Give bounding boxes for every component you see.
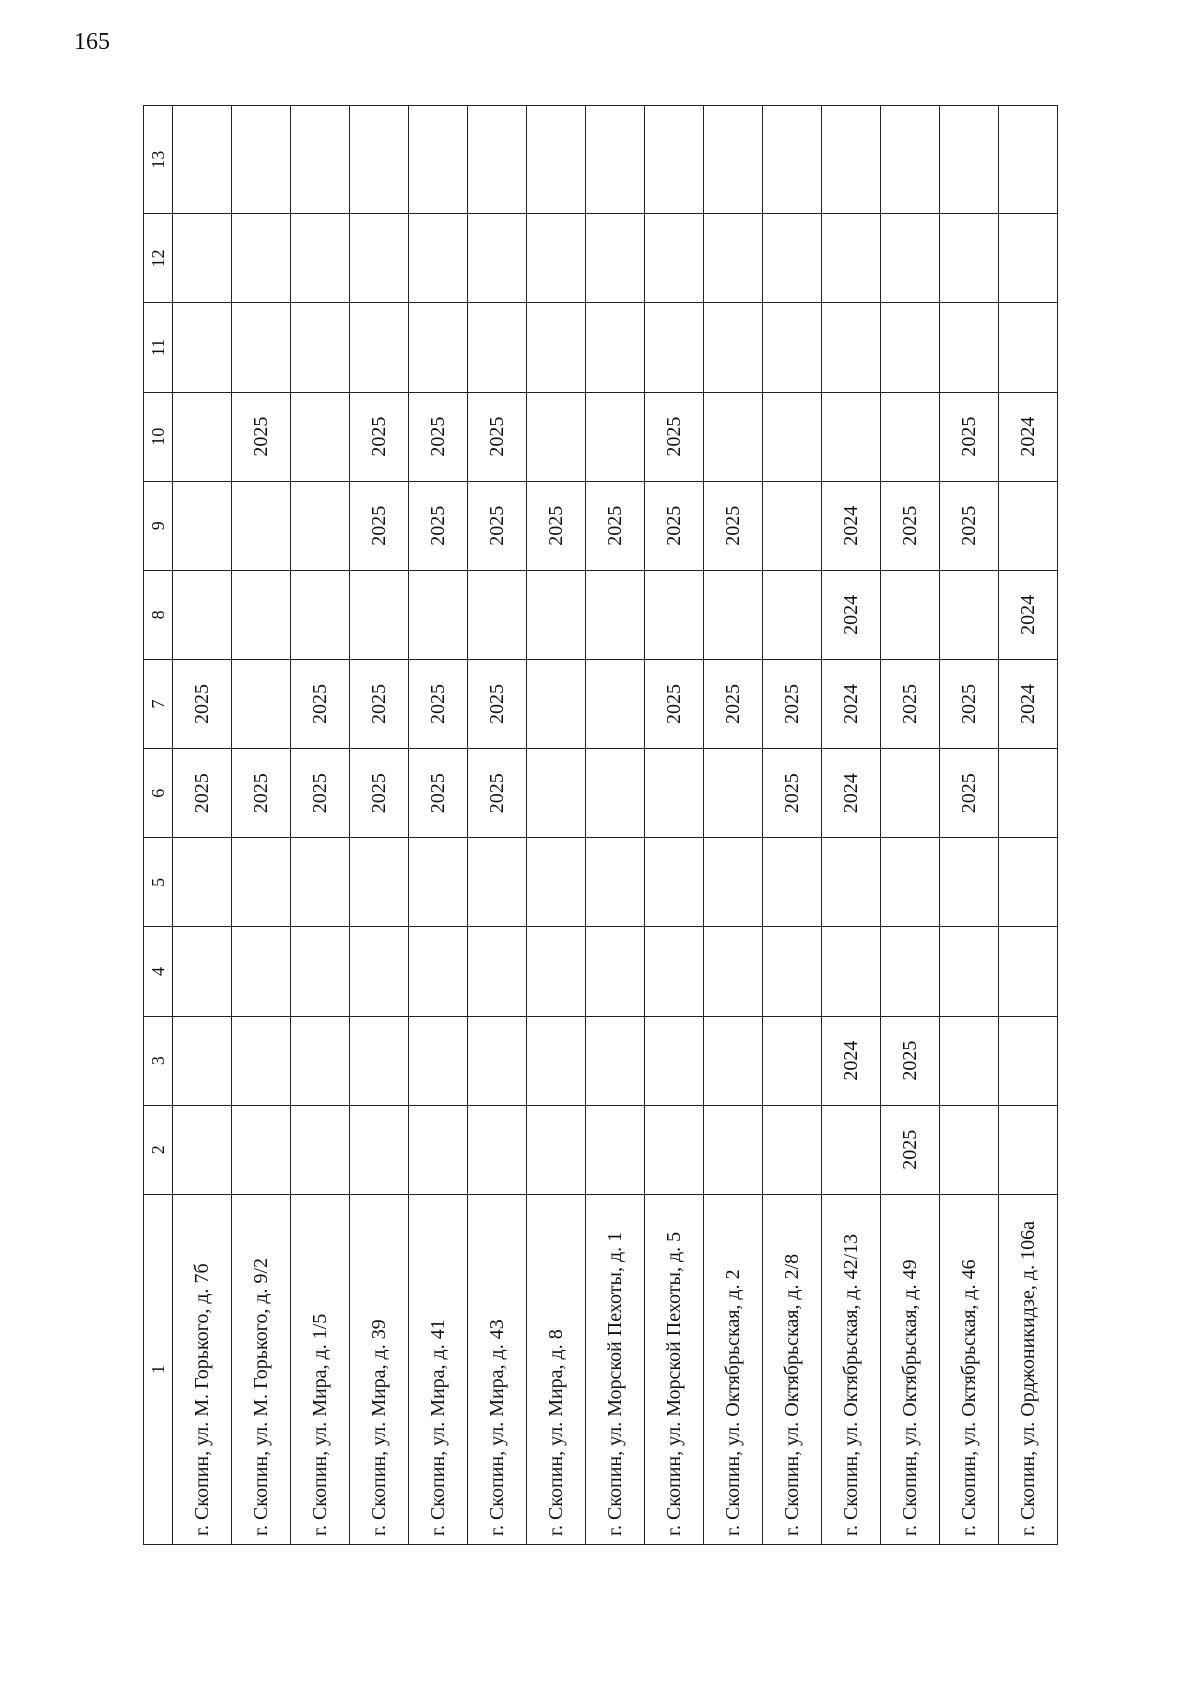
col-header: 7 [144,659,173,748]
year-cell [763,303,822,392]
year-cell [940,1016,999,1105]
year-cell [822,392,881,481]
year-cell [586,659,645,748]
year-cell [350,214,409,303]
year-cell [291,1105,350,1194]
year-cell [586,303,645,392]
year-cell: 2025 [468,749,527,838]
year-cell [822,303,881,392]
year-cell: 2025 [881,659,940,748]
year-cell: 2025 [350,481,409,570]
address-cell: г. Скопин, ул. Морской Пехоты, д. 5 [645,1194,704,1544]
year-cell [586,1016,645,1105]
year-cell: 2024 [999,570,1058,659]
year-cell [232,106,291,214]
year-cell [173,481,232,570]
year-cell [881,392,940,481]
table-row [999,106,1058,1545]
year-cell [763,481,822,570]
year-cell [409,303,468,392]
year-cell [468,106,527,214]
year-cell: 2025 [232,392,291,481]
year-cell [350,1016,409,1105]
year-cell [291,303,350,392]
year-cell [527,214,586,303]
table-row [822,106,881,1545]
year-cell: 2025 [881,481,940,570]
year-cell [173,106,232,214]
table-row [645,106,704,1545]
year-cell [232,927,291,1016]
col-header: 5 [144,838,173,927]
year-cell [468,303,527,392]
table-row [350,106,409,1545]
year-cell [645,106,704,214]
year-cell: 2024 [999,659,1058,748]
table-row [291,106,350,1545]
year-cell [232,570,291,659]
table-row [173,106,232,1545]
year-cell [173,570,232,659]
year-cell [704,749,763,838]
year-cell [527,570,586,659]
year-cell: 2025 [645,392,704,481]
year-cell [645,1016,704,1105]
year-cell [232,481,291,570]
col-header: 12 [144,214,173,303]
table-row [704,106,763,1545]
year-cell [763,392,822,481]
year-cell: 2025 [940,659,999,748]
year-cell: 2025 [940,392,999,481]
year-cell [704,106,763,214]
year-cell [173,927,232,1016]
year-cell [999,1016,1058,1105]
year-cell [940,106,999,214]
year-cell [940,838,999,927]
year-cell [704,303,763,392]
year-cell [291,481,350,570]
year-cell [881,927,940,1016]
year-cell [999,481,1058,570]
year-cell [527,392,586,481]
year-cell: 2025 [409,392,468,481]
year-cell [173,392,232,481]
table-row [940,106,999,1545]
table-row [881,106,940,1545]
col-header: 11 [144,303,173,392]
table-row [527,106,586,1545]
year-cell: 2025 [881,1016,940,1105]
year-cell: 2025 [645,481,704,570]
year-cell [350,927,409,1016]
year-cell [645,570,704,659]
table-row [763,106,822,1545]
address-cell: г. Скопин, ул. Октябрьская, д. 2 [704,1194,763,1544]
year-cell: 2025 [173,659,232,748]
year-cell [881,749,940,838]
year-cell [173,214,232,303]
year-cell [822,214,881,303]
year-cell [409,1016,468,1105]
year-cell [350,838,409,927]
year-cell: 2025 [350,392,409,481]
year-cell [291,570,350,659]
year-cell [350,1105,409,1194]
address-cell: г. Скопин, ул. Орджоникидзе, д. 106а [999,1194,1058,1544]
year-cell [940,927,999,1016]
year-cell [468,927,527,1016]
year-cell: 2025 [704,481,763,570]
year-cell [409,214,468,303]
year-cell: 2025 [409,659,468,748]
address-cell: г. Скопин, ул. Октябрьская, д. 46 [940,1194,999,1544]
year-cell [291,106,350,214]
year-cell [704,214,763,303]
year-cell: 2025 [350,749,409,838]
year-cell [763,1016,822,1105]
table-row [232,106,291,1545]
year-cell [409,106,468,214]
year-cell [763,570,822,659]
year-cell [881,303,940,392]
year-cell [763,838,822,927]
year-cell [645,749,704,838]
year-cell [645,303,704,392]
year-cell [291,392,350,481]
year-cell [704,570,763,659]
year-cell [350,106,409,214]
year-cell [291,927,350,1016]
address-cell: г. Скопин, ул. Мира, д. 1/5 [291,1194,350,1544]
year-cell [409,838,468,927]
year-cell: 2024 [822,481,881,570]
col-header: 6 [144,749,173,838]
year-cell [881,106,940,214]
year-cell [527,659,586,748]
year-cell [586,392,645,481]
year-cell: 2025 [940,481,999,570]
year-cell: 2025 [291,749,350,838]
col-header: 3 [144,1016,173,1105]
year-cell [822,106,881,214]
year-cell: 2025 [409,481,468,570]
year-cell [999,1105,1058,1194]
year-cell: 2025 [409,749,468,838]
year-cell [586,749,645,838]
year-cell [645,1105,704,1194]
year-cell [822,838,881,927]
col-header: 10 [144,392,173,481]
year-cell [763,106,822,214]
address-cell: г. Скопин, ул. Октябрьская, д. 49 [881,1194,940,1544]
year-cell [468,214,527,303]
year-cell [527,106,586,214]
address-cell: г. Скопин, ул. М. Горького, д. 9/2 [232,1194,291,1544]
year-cell [527,749,586,838]
year-cell: 2024 [822,570,881,659]
address-cell: г. Скопин, ул. Октябрьская, д. 42/13 [822,1194,881,1544]
col-header: 2 [144,1105,173,1194]
year-cell: 2025 [468,481,527,570]
year-cell: 2025 [704,659,763,748]
year-cell: 2024 [822,1016,881,1105]
year-cell: 2024 [999,392,1058,481]
year-cell [527,1016,586,1105]
year-cell [999,106,1058,214]
year-cell [999,749,1058,838]
col-header: 9 [144,481,173,570]
year-cell [704,1016,763,1105]
year-cell [173,838,232,927]
year-cell [527,838,586,927]
rotated-table-wrapper [143,105,1058,1545]
year-cell [350,303,409,392]
address-cell: г. Скопин, ул. Мира, д. 39 [350,1194,409,1544]
address-cell: г. Скопин, ул. Октябрьская, д. 2/8 [763,1194,822,1544]
year-cell [763,214,822,303]
year-cell [409,570,468,659]
table-row [409,106,468,1545]
year-cell [232,838,291,927]
address-cell: г. Скопин, ул. Морской Пехоты, д. 1 [586,1194,645,1544]
year-cell [763,927,822,1016]
address-cell: г. Скопин, ул. М. Горького, д. 7б [173,1194,232,1544]
year-cell [704,1105,763,1194]
year-cell: 2025 [291,659,350,748]
address-cell: г. Скопин, ул. Мира, д. 43 [468,1194,527,1544]
year-cell [704,838,763,927]
year-cell [468,838,527,927]
header-row [144,106,173,1545]
year-cell [999,927,1058,1016]
address-cell: г. Скопин, ул. Мира, д. 41 [409,1194,468,1544]
address-cell: г. Скопин, ул. Мира, д. 8 [527,1194,586,1544]
year-cell [232,303,291,392]
year-cell [527,927,586,1016]
year-cell [704,392,763,481]
year-cell: 2025 [763,659,822,748]
year-cell [586,570,645,659]
table-row [468,106,527,1545]
year-cell: 2024 [822,749,881,838]
year-cell: 2024 [822,659,881,748]
year-cell [527,1105,586,1194]
year-cell [232,1016,291,1105]
year-cell [645,838,704,927]
col-header: 4 [144,927,173,1016]
year-cell [291,214,350,303]
year-cell: 2025 [232,749,291,838]
year-cell [468,1105,527,1194]
year-cell [586,106,645,214]
year-cell: 2025 [763,749,822,838]
year-cell [704,927,763,1016]
schedule-table [143,105,1058,1545]
year-cell [232,214,291,303]
year-cell: 2025 [881,1105,940,1194]
year-cell [409,927,468,1016]
year-cell [999,838,1058,927]
year-cell [645,214,704,303]
year-cell [645,927,704,1016]
year-cell [940,570,999,659]
year-cell [409,1105,468,1194]
year-cell: 2025 [586,481,645,570]
year-cell [232,1105,291,1194]
table-row [586,106,645,1545]
year-cell [940,1105,999,1194]
year-cell [291,838,350,927]
page-number: 165 [74,28,110,55]
year-cell: 2025 [645,659,704,748]
year-cell [468,1016,527,1105]
year-cell [586,927,645,1016]
year-cell: 2025 [468,659,527,748]
year-cell [173,1016,232,1105]
year-cell [999,303,1058,392]
year-cell [881,838,940,927]
year-cell [940,214,999,303]
year-cell [527,303,586,392]
year-cell: 2025 [173,749,232,838]
year-cell [763,1105,822,1194]
year-cell [173,303,232,392]
year-cell [586,838,645,927]
year-cell [822,927,881,1016]
col-header: 13 [144,106,173,214]
year-cell: 2025 [468,392,527,481]
year-cell [291,1016,350,1105]
year-cell [586,214,645,303]
year-cell [999,214,1058,303]
col-header: 8 [144,570,173,659]
year-cell [940,303,999,392]
year-cell [881,214,940,303]
year-cell: 2025 [350,659,409,748]
year-cell: 2025 [940,749,999,838]
col-header: 1 [144,1194,173,1544]
year-cell [586,1105,645,1194]
year-cell: 2025 [527,481,586,570]
year-cell [881,570,940,659]
year-cell [173,1105,232,1194]
year-cell [822,1105,881,1194]
year-cell [350,570,409,659]
year-cell [232,659,291,748]
year-cell [468,570,527,659]
